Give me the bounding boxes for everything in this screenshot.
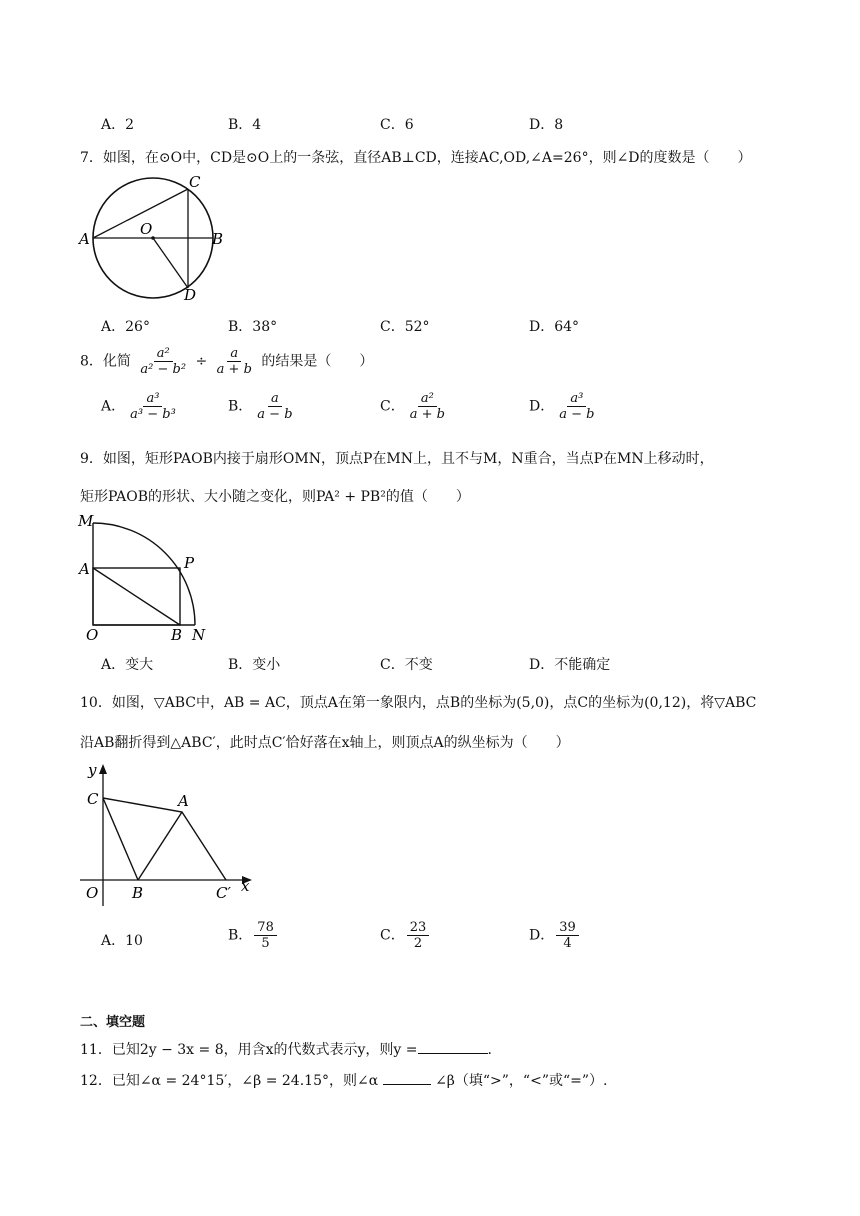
q10-stem-line2: 沿AB翻折得到△ABC′，此时点C′恰好落在x轴上，则顶点A的纵坐标为（ ） [80,735,570,751]
q7-stem: 7．如图，在⊙O中，CD是⊙O上的一条弦，直径AB⊥CD，连接AC,OD,∠A=26°，则∠D的度数是（ ） [80,150,752,166]
q8-fraction-2: $\frac{a}{a + b}$ [216,346,252,377]
q12-answer-blank[interactable] [383,1084,431,1085]
q6-option-a[interactable]: A．2 [101,117,135,133]
q10-label-y: y [88,761,97,779]
q7-option-b[interactable]: B．38° [228,319,278,335]
q10-option-a[interactable]: A．10 [101,933,143,949]
q8-option-d[interactable]: D． $\frac{\text{a³}}{a - b}$ [529,391,595,422]
q6-option-b[interactable]: B．4 [228,117,262,133]
q8-fraction-1: $\frac{\text{a²}}{\text{a² − b²}}$ [140,346,187,377]
q9-label-b: B [171,626,183,644]
q9-option-d[interactable]: D．不能确定 [529,657,611,673]
q7-label-c: C [189,173,201,191]
q10-label-c-prime: C′ [216,884,231,902]
q8-option-c[interactable]: C． $\frac{\text{a²}}{a + b}$ [380,391,445,422]
q9-label-n: N [192,626,206,644]
q9-stem-line2: 矩形PAOB的形状、大小随之变化，则PA² + PB²的值（ ） [80,489,470,505]
q10-label-o: O [86,884,99,902]
q7-option-a[interactable]: A．26° [101,319,150,335]
q9-option-a[interactable]: A．变大 [101,657,154,673]
q10-option-d[interactable]: D． $\frac{39}{4}$ [529,920,581,951]
q10-label-a: A [178,792,189,810]
q9-option-b[interactable]: B．变小 [228,657,281,673]
section-title-fill-in: 二、填空题 [80,1015,146,1030]
q9-sector-figure [76,512,216,647]
q9-option-c[interactable]: C．不变 [380,657,433,673]
q7-label-d: D [184,286,197,302]
q11-answer-blank[interactable] [418,1053,488,1054]
q7-option-c[interactable]: C．52° [380,319,430,335]
q12-stem: 12．已知∠α = 24°15′，∠β = 24.15°，则∠α ∠β（填“>”，“<”或“=”）. [80,1073,608,1089]
q8-option-a[interactable]: A． $\frac{\text{a³}}{\text{a³ − b³}}$ [101,391,176,422]
q10-coordinate-figure [76,758,266,908]
q10-option-c[interactable]: C． $\frac{23}{2}$ [380,920,431,951]
q9-label-m: M [78,512,94,530]
q8-option-b[interactable]: B． $\frac{a}{a - b}$ [228,391,293,422]
q10-label-c: C [87,790,99,808]
q9-label-p: P [184,554,195,572]
q8-stem: 8．化简 $\frac{\text{a²}}{\text{a² − b²}}$ ÷ $\frac{a}{a + b}$ 的结果是（ ） [80,346,374,377]
q7-option-d[interactable]: D．64° [529,319,580,335]
q7-label-o: O [140,220,153,238]
q9-stem-line1: 9．如图，矩形PAOB内接于扇形OMN，顶点P在MN上，且不与M，N重合，当点P在MN上移动时， [80,451,714,467]
q10-label-x: x [241,877,250,895]
q6-option-c[interactable]: C．6 [380,117,414,133]
q7-label-b: B [212,230,224,248]
q10-option-b[interactable]: B． $\frac{78}{5}$ [228,920,279,951]
q6-option-d[interactable]: D．8 [529,117,564,133]
q7-label-a: A [79,230,90,248]
q9-label-o: O [86,626,99,644]
q7-circle-figure [76,172,236,302]
q10-label-b: B [132,884,144,902]
q11-stem: 11．已知2y − 3x = 8，用含x的代数式表示y，则y = . [80,1042,492,1058]
q9-label-a: A [79,560,90,578]
q10-stem-line1: 10．如图，▽ABC中，AB = AC，顶点A在第一象限内，点B的坐标为(5,0)，点C的坐标为(0,12)，将▽ABC [80,695,757,711]
